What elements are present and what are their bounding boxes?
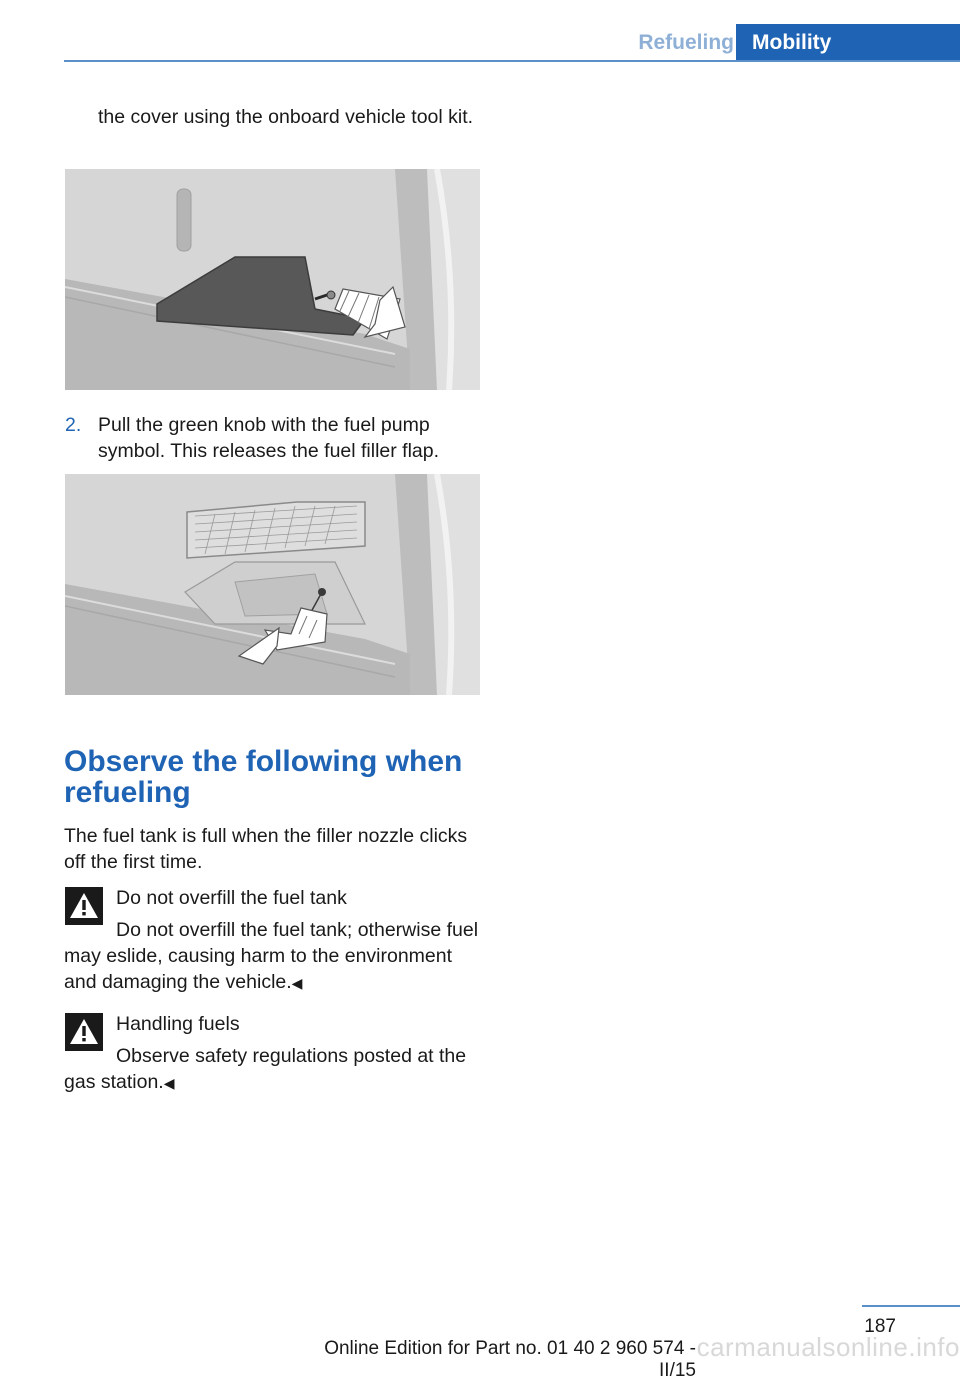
warning-1-text: Do not overfill the fuel tank; otherwise fuel may eslide, causing harm to the environment and damaging the vehicle. (64, 919, 479, 993)
intro-text: The fuel tank is full when the filler nozzle clicks off the first time. (64, 825, 468, 873)
fuel-release-knob-illustration (65, 474, 480, 695)
warning-2-text: Observe safety regulations posted at the gas station. (64, 1045, 467, 1093)
continuation-text: the cover using the onboard vehicle tool kit. (98, 106, 474, 128)
edition-footer: Online Edition for Part no. 01 40 2 960 574 - II/15 (324, 1338, 696, 1381)
end-of-warning-icon: ◀ (163, 1075, 175, 1091)
warning-2-body (64, 1043, 480, 1096)
warning-2-title: Handling fuels (116, 1013, 240, 1035)
end-of-warning-icon: ◀ (291, 975, 303, 991)
header-chapter-tab: Mobility (736, 24, 960, 62)
step-2-text: Pull the green knob with the fuel pump symbol. This releases the fuel filler flap. (98, 414, 440, 462)
page-number: 187 (864, 1316, 896, 1337)
warning-1-title: Do not overfill the fuel tank (116, 887, 347, 909)
header-section-title: Refueling (638, 31, 734, 54)
section-heading: Observe the following when refueling (64, 745, 463, 809)
footer-rule (862, 1305, 960, 1307)
header-rule (64, 60, 960, 62)
trunk-cover-illustration (65, 169, 480, 390)
watermark: carmanualsonline.info (696, 1332, 960, 1362)
warning-1-body (64, 917, 480, 996)
step-number: 2. (65, 414, 82, 436)
